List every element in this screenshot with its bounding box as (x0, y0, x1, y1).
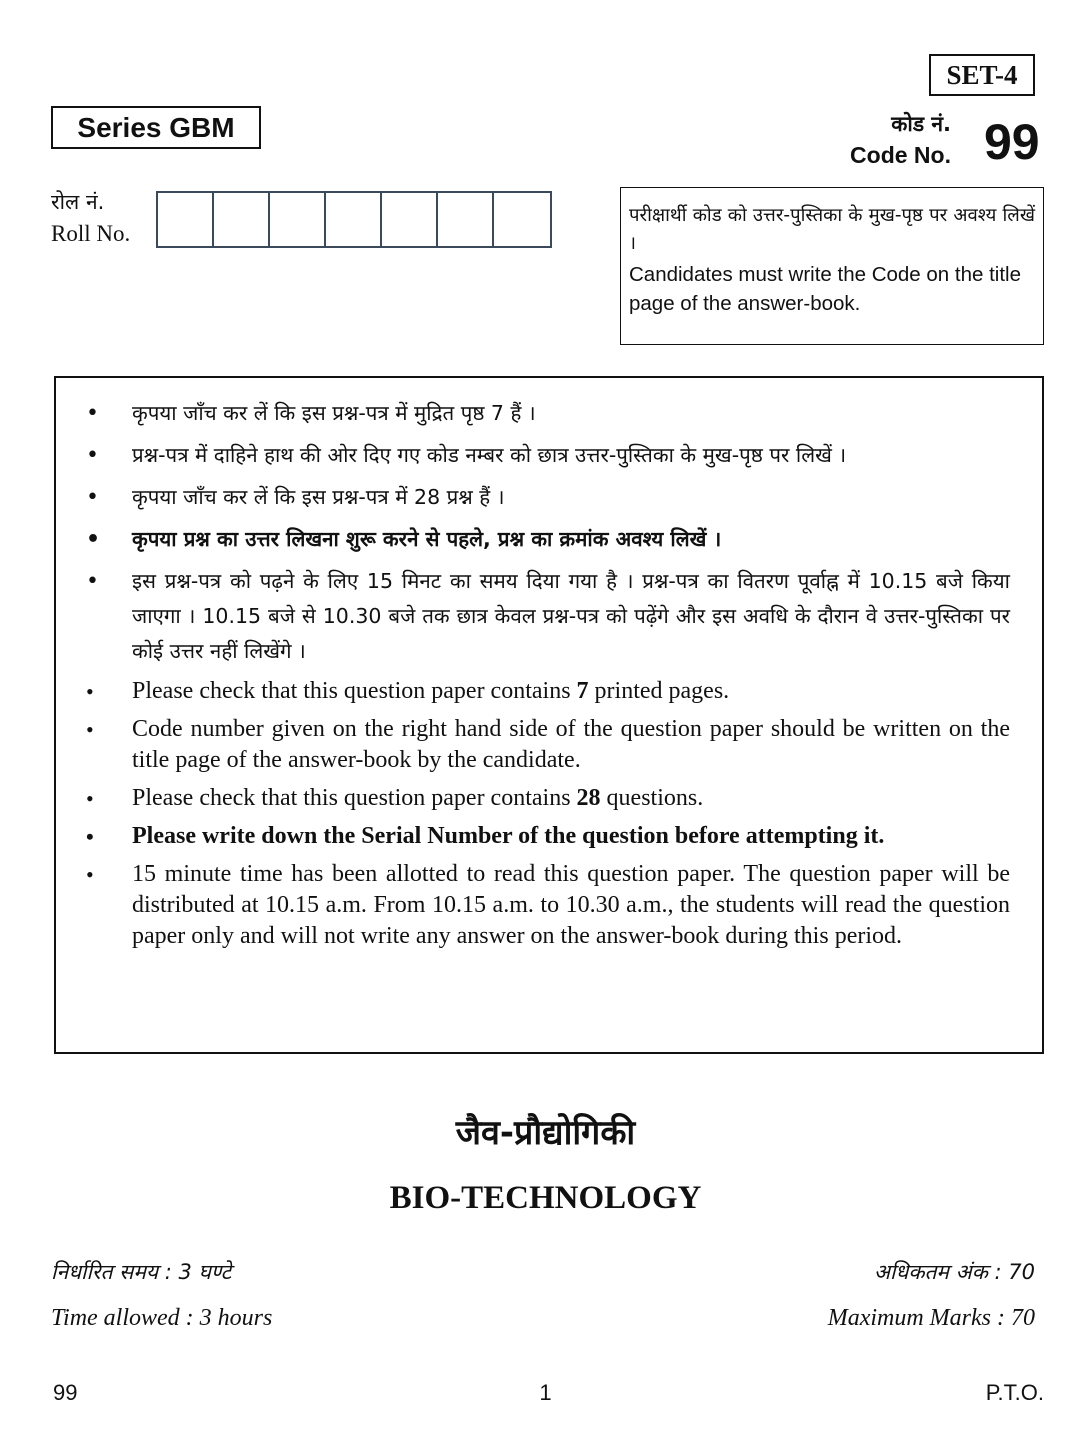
roll-number-boxes (156, 191, 552, 248)
notice-english: Candidates must write the Code on the title page of the answer-book. (629, 263, 1021, 315)
code-label-english: Code No. (850, 142, 951, 168)
roll-digit-box[interactable] (326, 193, 382, 246)
instruction-en-1-text: Please check that this question paper contains (132, 678, 577, 704)
roll-digit-box[interactable] (382, 193, 438, 246)
instruction-en-3-suffix: questions. (600, 785, 704, 811)
subject-title-english: BIO-TECHNOLOGY (389, 1180, 702, 1216)
instructions-box (54, 376, 1044, 1054)
notice-hindi: परीक्षार्थी कोड को उत्तर-पुस्तिका के मुख-पृष्ठ पर अवश्य लिखें । (629, 205, 1035, 254)
subject-title-hindi: जैव-प्रौद्योगिकी (455, 1113, 636, 1153)
instruction-en-3 (86, 783, 1010, 814)
set-label: SET-4 (929, 54, 1035, 96)
time-allowed-english: Time allowed : 3 hours (51, 1305, 273, 1331)
instruction-en-1-suffix: printed pages. (588, 678, 730, 704)
max-marks-hindi: अधिकतम अंक : 70 (873, 1260, 1035, 1284)
instruction-en-2: • Code number given on the right hand side of the question paper should be written on the title page of the answer-book by the candidate. (86, 714, 1010, 776)
roll-label-english: Roll No. (51, 221, 131, 246)
roll-digit-box[interactable] (214, 193, 270, 246)
instruction-en-3-count: 28 (576, 785, 601, 811)
instruction-hi-4: • कृपया प्रश्न का उत्तर लिखना शुरू करने से पहले, प्रश्न का क्रमांक अवश्य लिखें । (86, 522, 1010, 557)
roll-digit-box[interactable] (494, 193, 550, 246)
instruction-en-3-text: Please check that this question paper contains (132, 785, 577, 811)
time-allowed-hindi: निर्धारित समय : 3 घण्टे (51, 1260, 232, 1284)
instruction-hi-2: • प्रश्न-पत्र में दाहिने हाथ की ओर दिए गए कोड नम्बर को छात्र उत्तर-पुस्तिका के मुख-पृष्ठ पर लिखें । (86, 438, 1010, 473)
roll-digit-box[interactable] (438, 193, 494, 246)
roll-digit-box[interactable] (158, 193, 214, 246)
instruction-en-1 (86, 676, 1010, 707)
instruction-hi-1: • कृपया जाँच कर लें कि इस प्रश्न-पत्र में मुद्रित पृष्ठ 7 हैं । (86, 396, 1010, 431)
instruction-en-1-pages: 7 (576, 678, 589, 704)
instruction-en-5: • 15 minute time has been allotted to read this question paper. The question paper will be distributed at 10.15 a.m. From 10.15 a.m. to 10.30 a.m., the students will read the question paper only and will not write any answer on the answer-book during this period. (86, 859, 1010, 952)
roll-digit-box[interactable] (270, 193, 326, 246)
code-label-hindi: कोड नं. (891, 112, 951, 136)
footer-code: 99 (53, 1380, 78, 1405)
series-label: Series GBM (51, 106, 261, 149)
max-marks-english: Maximum Marks : 70 (827, 1305, 1035, 1331)
page-number: 1 (539, 1380, 552, 1405)
instruction-en-4: • Please write down the Serial Number of the question before attempting it. (86, 821, 1010, 852)
code-number: 99 (984, 114, 1040, 170)
instruction-hi-3: • कृपया जाँच कर लें कि इस प्रश्न-पत्र में 28 प्रश्न हैं । (86, 480, 1010, 515)
roll-label-hindi: रोल नं. (51, 190, 105, 214)
pto-label: P.T.O. (985, 1380, 1044, 1405)
code-notice-box (620, 187, 1044, 345)
instructions-list (86, 396, 1010, 952)
instruction-hi-5: • इस प्रश्न-पत्र को पढ़ने के लिए 15 मिनट का समय दिया गया है । प्रश्न-पत्र का वितरण पूर्वाह्न में 10.15 बजे किया जाएगा । 10.15 बजे से 10.30 बजे तक छात्र केवल प्रश्न-पत्र को पढ़ेंगे और इस अवधि के दौरान वे उत्तर-पुस्तिका पर कोई उत्तर नहीं लिखेंगे । (86, 564, 1010, 669)
